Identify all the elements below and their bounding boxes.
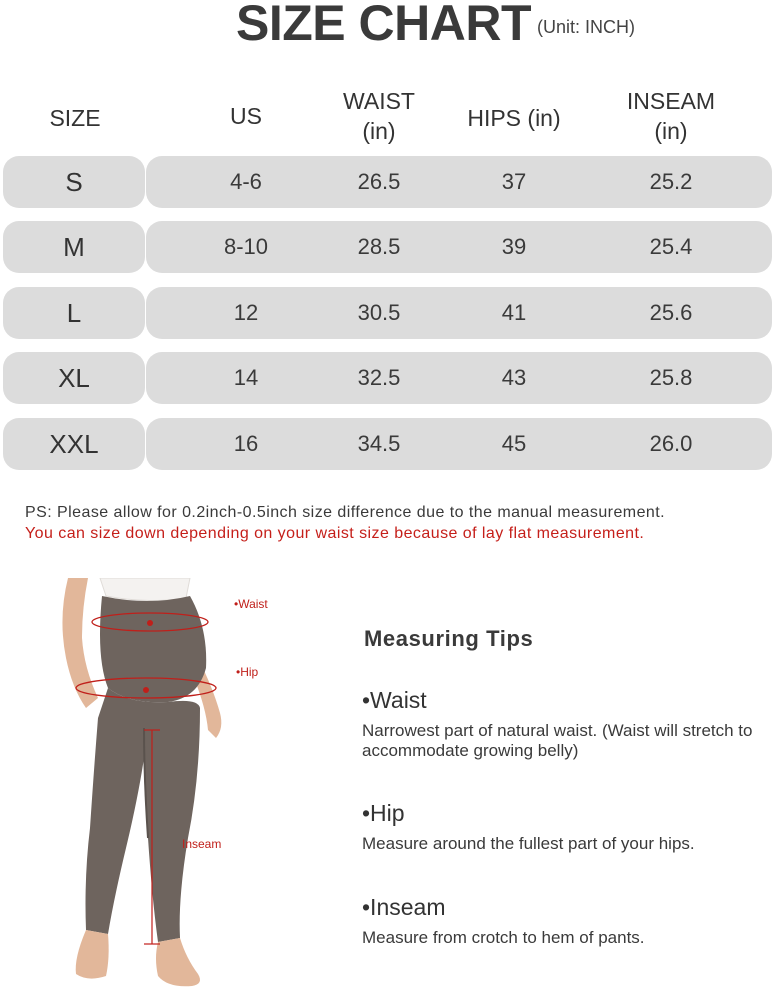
column-header-us [195, 101, 297, 131]
column-header-size [18, 103, 132, 133]
inseam-cell: 26.0 [649, 431, 693, 456]
inseam-cell: 25.6 [649, 300, 693, 325]
column-header-label: SIZE [49, 105, 101, 131]
waist-marker-label: •Waist [234, 597, 268, 611]
column-header-hips [452, 103, 576, 133]
column-header-label: INSEAM [626, 88, 716, 114]
hips-cell: 43 [501, 365, 527, 390]
title-bar [0, 0, 775, 56]
tip-body-waist: Narrowest part of natural waist. (Waist will stretch to accommodate growing belly) [362, 721, 753, 760]
column-header-label: HIPS (in) [467, 105, 561, 131]
inseam-cell: 25.4 [649, 234, 693, 259]
hip-marker-label: •Hip [236, 665, 259, 679]
column-header-waist [320, 86, 438, 146]
hips-cell: 41 [501, 300, 527, 325]
page-title: SIZE CHART [236, 0, 531, 51]
inseam-cell: 25.8 [649, 365, 693, 390]
column-header-unit: (in) [654, 118, 688, 144]
column-header-unit: (in) [362, 118, 396, 144]
size-cell: XXL [49, 429, 99, 459]
us-cell: 14 [233, 365, 259, 390]
us-cell: 16 [233, 431, 259, 456]
inseam-marker-label: Inseam [182, 837, 222, 851]
leggings-figure-icon [48, 578, 288, 998]
size-cell: L [66, 298, 82, 328]
tip-heading-hip: •Hip [362, 800, 405, 826]
hips-cell: 45 [501, 431, 527, 456]
column-header-label: US [230, 103, 262, 129]
model-illustration [48, 578, 288, 998]
measurement-note: PS: Please allow for 0.2inch-0.5inch size difference due to the manual measurement. [25, 504, 666, 521]
tip-body-hip: Measure around the fullest part of your hips. [362, 834, 695, 853]
waist-cell: 26.5 [357, 169, 401, 194]
size-down-warning: You can size down depending on your waist size because of lay flat measurement. [25, 525, 645, 542]
tip-heading-waist: •Waist [362, 687, 427, 713]
size-cell: M [63, 232, 85, 262]
inseam-cell: 25.2 [649, 169, 693, 194]
us-cell: 12 [233, 300, 259, 325]
waist-cell: 30.5 [357, 300, 401, 325]
hips-cell: 39 [501, 234, 527, 259]
column-header-label: WAIST [343, 88, 415, 114]
waist-cell: 34.5 [357, 431, 401, 456]
tip-body-inseam: Measure from crotch to hem of pants. [362, 928, 645, 947]
waist-cell: 28.5 [357, 234, 401, 259]
us-cell: 4-6 [230, 169, 262, 194]
column-header-inseam [606, 86, 736, 146]
waist-cell: 32.5 [357, 365, 401, 390]
size-cell: S [65, 167, 83, 197]
tip-heading-inseam: •Inseam [362, 894, 446, 920]
unit-label: (Unit: INCH) [537, 17, 635, 37]
size-cell: XL [58, 363, 90, 393]
tips-title: Measuring Tips [364, 626, 534, 651]
hips-cell: 37 [501, 169, 527, 194]
us-cell: 8-10 [223, 234, 269, 259]
